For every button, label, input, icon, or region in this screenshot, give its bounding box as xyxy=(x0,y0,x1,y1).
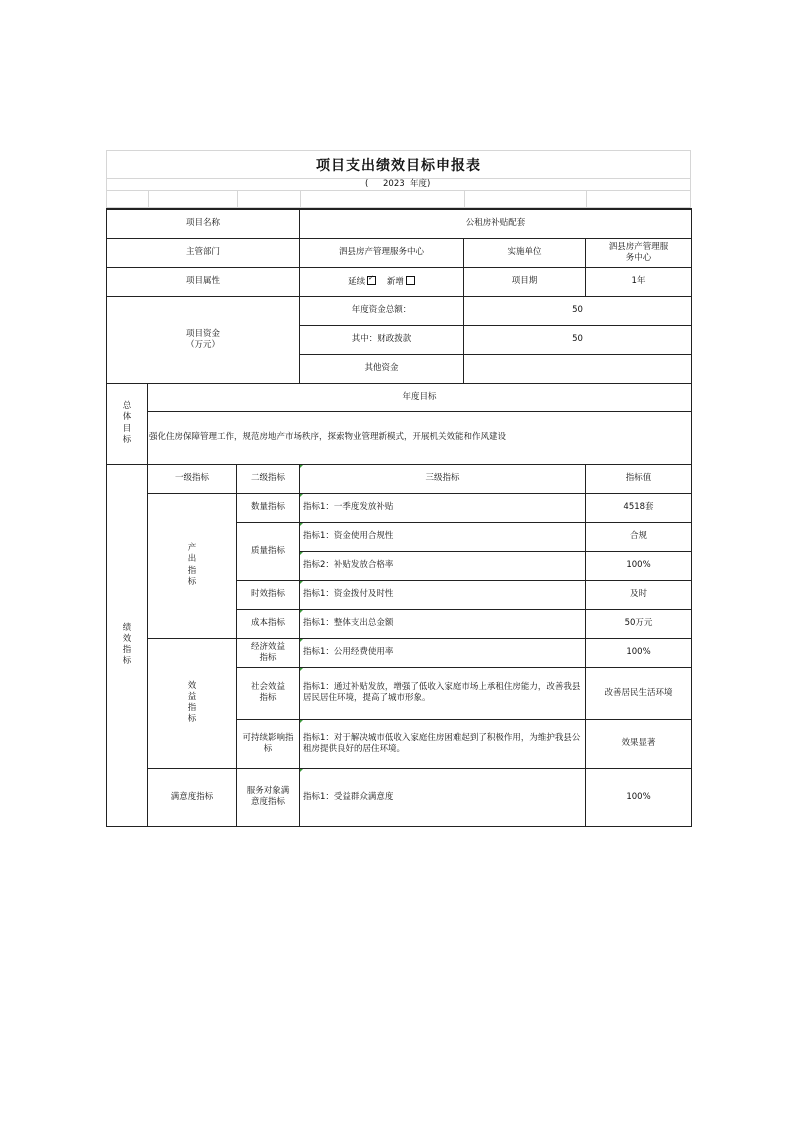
implementing-unit-label: 实施单位 xyxy=(464,238,586,267)
project-name-label: 项目名称 xyxy=(107,209,300,238)
document-title-row xyxy=(106,150,691,178)
quality-indicator-label: 质量指标 xyxy=(237,522,300,580)
project-name-value: 公租房补贴配套 xyxy=(300,209,692,238)
cost-indicator-item: 指标1：整体支出总金额 xyxy=(300,609,586,638)
table-row xyxy=(107,493,692,522)
indicators-section-label: 绩效指标 xyxy=(107,464,148,826)
economic-indicator-label: 经济效益指标 xyxy=(237,638,300,667)
quality-indicator-value-1: 合规 xyxy=(586,522,692,551)
year-label: 年度) xyxy=(410,179,431,189)
table-row xyxy=(107,638,692,667)
fund-fiscal-value: 50 xyxy=(464,325,692,354)
year-value: 2023 xyxy=(383,179,405,189)
overall-goal-label: 总体目标 xyxy=(107,383,148,464)
sustainability-indicator-item: 指标1：对于解决城市低收入家庭住房困难起到了积极作用，为维护我县公租房提供良好的居住环境。 xyxy=(300,719,586,768)
project-fund-label: 项目资金（万元） xyxy=(107,296,300,383)
quality-indicator-item-1: 指标1：资金使用合规性 xyxy=(300,522,586,551)
header-level2: 二级指标 xyxy=(237,464,300,493)
cost-indicator-label: 成本指标 xyxy=(237,609,300,638)
cost-indicator-value: 50万元 xyxy=(586,609,692,638)
fund-total-row xyxy=(107,296,692,325)
output-indicator-label: 产出指标 xyxy=(148,493,237,638)
year-row xyxy=(106,178,691,190)
service-satisfaction-label: 服务对象满意度指标 xyxy=(237,768,300,826)
header-level3: 三级指标 xyxy=(300,464,586,493)
project-attribute-label: 项目属性 xyxy=(107,267,300,296)
blank-grid-row xyxy=(106,190,691,208)
header-level1: 一级指标 xyxy=(148,464,237,493)
sustainability-indicator-value: 效果显著 xyxy=(586,719,692,768)
annual-goal-text: 强化住房保障管理工作，规范房地产市场秩序，探索物业管理新模式，开展机关效能和作风建设 xyxy=(148,411,692,464)
report-sheet xyxy=(106,150,691,827)
project-period-label: 项目期 xyxy=(464,267,586,296)
annual-goal-header-row xyxy=(107,383,692,411)
service-satisfaction-value: 100% xyxy=(586,768,692,826)
table-row xyxy=(107,768,692,826)
year-open-paren: ( xyxy=(365,179,369,189)
quantity-indicator-item: 指标1：一季度发放补贴 xyxy=(300,493,586,522)
social-indicator-label: 社会效益指标 xyxy=(237,667,300,719)
quantity-indicator-label: 数量指标 xyxy=(237,493,300,522)
satisfaction-indicator-label: 满意度指标 xyxy=(148,768,237,826)
benefit-indicator-label: 效益指标 xyxy=(148,638,237,768)
social-indicator-item: 指标1：通过补贴发放，增强了低收入家庭市场上承租住房能力，改善我县居民居住环境，提高了城市形象。 xyxy=(300,667,586,719)
department-value: 泗县房产管理服务中心 xyxy=(300,238,464,267)
quality-indicator-value-2: 100% xyxy=(586,551,692,580)
timeliness-indicator-value: 及时 xyxy=(586,580,692,609)
fund-other-label: 其他资金 xyxy=(300,354,464,383)
annual-goal-text-row xyxy=(107,411,692,464)
quantity-indicator-value: 4518套 xyxy=(586,493,692,522)
fund-fiscal-label: 其中：财政拨款 xyxy=(300,325,464,354)
project-period-value: 1年 xyxy=(586,267,692,296)
attr-new-label: 新增 xyxy=(386,276,404,287)
timeliness-indicator-item: 指标1：资金拨付及时性 xyxy=(300,580,586,609)
document-title: 项目支出绩效目标申报表 xyxy=(316,157,481,174)
economic-indicator-value: 100% xyxy=(586,638,692,667)
project-name-row xyxy=(107,209,692,238)
social-indicator-value: 改善居民生活环境 xyxy=(586,667,692,719)
department-row xyxy=(107,238,692,267)
fund-total-label: 年度资金总额： xyxy=(300,296,464,325)
sustainability-indicator-label: 可持续影响指标 xyxy=(237,719,300,768)
quality-indicator-item-2: 指标2：补贴发放合格率 xyxy=(300,551,586,580)
header-value: 指标值 xyxy=(586,464,692,493)
implementing-unit-value: 泗县房产管理服务中心 xyxy=(586,238,692,267)
performance-table xyxy=(106,208,692,827)
attr-new-checkbox[interactable] xyxy=(406,276,415,285)
department-label: 主管部门 xyxy=(107,238,300,267)
attr-continue-label: 延续 xyxy=(348,276,366,287)
project-attribute-value xyxy=(300,267,464,296)
project-attribute-row xyxy=(107,267,692,296)
annual-goal-label: 年度目标 xyxy=(148,383,692,411)
economic-indicator-item: 指标1：公用经费使用率 xyxy=(300,638,586,667)
fund-other-value xyxy=(464,354,692,383)
indicator-header-row xyxy=(107,464,692,493)
service-satisfaction-item: 指标1：受益群众满意度 xyxy=(300,768,586,826)
attr-continue-checkbox[interactable] xyxy=(367,276,376,285)
fund-total-value: 50 xyxy=(464,296,692,325)
timeliness-indicator-label: 时效指标 xyxy=(237,580,300,609)
